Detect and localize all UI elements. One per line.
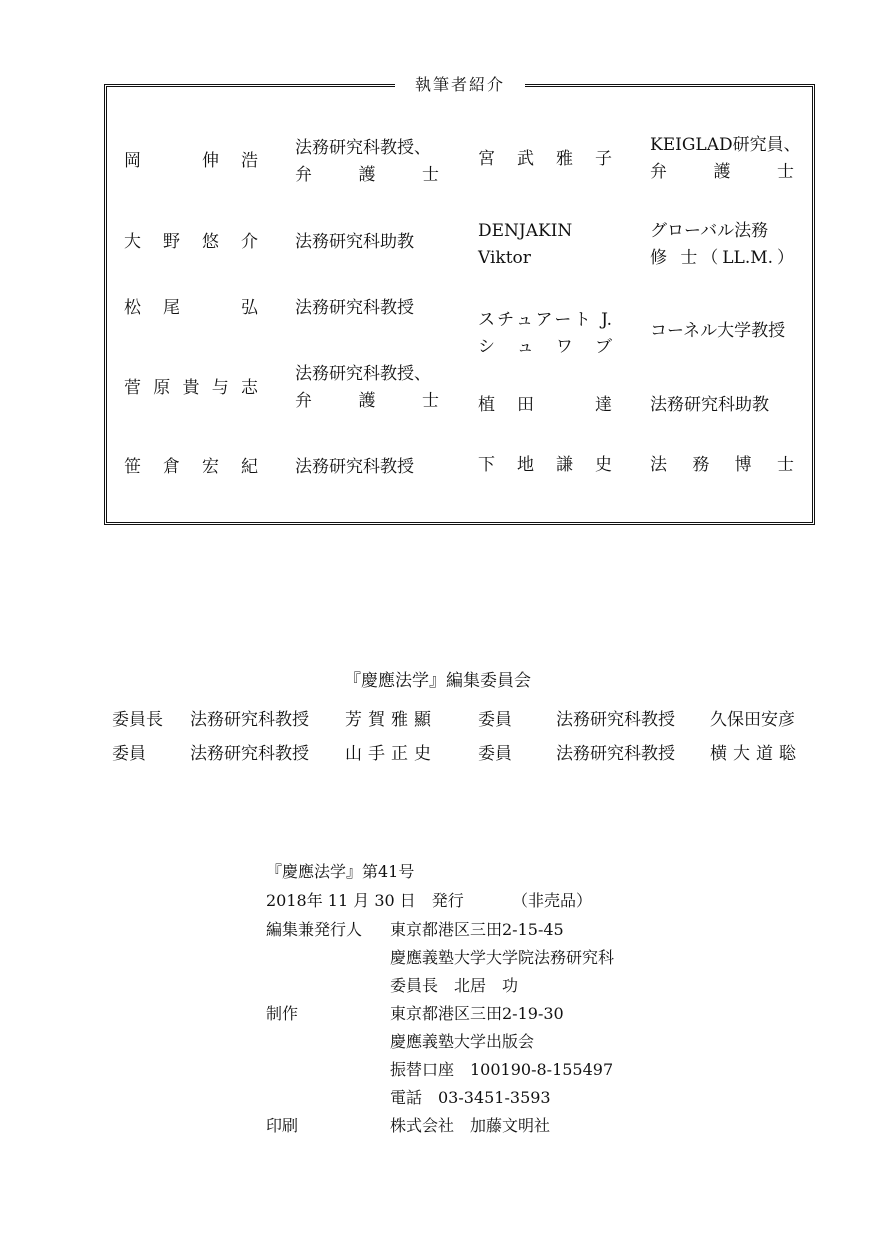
author-name-line: Viktor	[478, 248, 531, 268]
committee-member-name: 横大道聡	[710, 744, 802, 764]
author-affiliation: コーネル大学教授	[650, 321, 786, 341]
affiliation-line: 法務研究科教授、	[295, 364, 431, 384]
author-affiliation: 法務研究科教授	[295, 457, 414, 477]
author-name-line: スチュアート J.	[478, 310, 612, 330]
author-name: 笹倉宏紀	[124, 457, 258, 477]
author-affiliation	[295, 361, 439, 415]
author-name: 宮武雅子	[478, 149, 612, 169]
colophon-title: 『慶應法学』第41号	[266, 862, 415, 881]
committee-affiliation: 法務研究科教授	[556, 710, 675, 730]
author-affiliation	[650, 132, 801, 186]
author-affiliation	[295, 135, 439, 189]
committee-role: 委員	[478, 710, 512, 730]
author-affiliation: 法務博士	[650, 455, 794, 475]
author-name: 岡 伸浩	[124, 151, 258, 171]
committee-role: 委員長	[112, 710, 163, 730]
author-name: 植田 達	[478, 395, 612, 415]
author-name-line: シュワブ	[478, 337, 612, 357]
colophon-date: 2018年 11 月 30 日 発行	[266, 891, 464, 910]
printing-line: 株式会社 加藤文明社	[390, 1116, 551, 1135]
author-name	[478, 218, 612, 272]
printing-label: 印刷	[266, 1116, 299, 1135]
affiliation-line: 弁 護 士	[650, 162, 794, 182]
committee-affiliation: 法務研究科教授	[190, 744, 309, 764]
publisher-line: 委員長 北居 功	[390, 976, 519, 995]
committee-title: 『慶應法学』編集委員会	[344, 671, 531, 691]
production-label: 制作	[266, 1004, 299, 1023]
affiliation-line: KEIGLAD研究員、	[650, 135, 801, 155]
production-line: 慶應義塾大学出版会	[390, 1032, 535, 1051]
production-line: 東京都港区三田2-19-30	[390, 1004, 564, 1023]
committee-member-name: 芳賀雅顯	[345, 710, 437, 730]
authors-box-title: 執筆者紹介	[395, 72, 525, 98]
author-name: 大野悠介	[124, 232, 258, 252]
author-affiliation	[650, 218, 794, 272]
committee-affiliation: 法務研究科教授	[190, 710, 309, 730]
committee-member-name: 久保田安彦	[710, 710, 795, 730]
author-affiliation: 法務研究科助教	[295, 232, 414, 252]
publisher-line: 慶應義塾大学大学院法務研究科	[390, 948, 615, 967]
affiliation-line: 修 士（LL.M.）	[650, 248, 794, 268]
publisher-line: 東京都港区三田2-15-45	[390, 920, 564, 939]
affiliation-line: 法務研究科教授、	[295, 138, 431, 158]
author-name	[478, 307, 612, 361]
author-name-line: DENJAKIN	[478, 221, 573, 241]
committee-member-name: 山手正史	[345, 744, 437, 764]
committee-role: 委員	[112, 744, 146, 764]
author-affiliation: 法務研究科助教	[650, 395, 769, 415]
production-line: 電話 03-3451-3593	[390, 1088, 551, 1107]
author-name: 下地謙史	[478, 455, 612, 475]
committee-affiliation: 法務研究科教授	[556, 744, 675, 764]
production-line: 振替口座 100190-8-155497	[390, 1060, 614, 1079]
author-affiliation: 法務研究科教授	[295, 298, 414, 318]
author-name: 菅原貴与志	[124, 378, 258, 398]
committee-role: 委員	[478, 744, 512, 764]
author-name: 松尾 弘	[124, 298, 258, 318]
colophon-not-for-sale: （非売品）	[512, 891, 593, 910]
affiliation-line: グローバル法務	[650, 221, 769, 241]
affiliation-line: 弁 護 士	[295, 165, 439, 185]
affiliation-line: 弁 護 士	[295, 391, 439, 411]
publisher-label: 編集兼発行人	[266, 920, 363, 939]
